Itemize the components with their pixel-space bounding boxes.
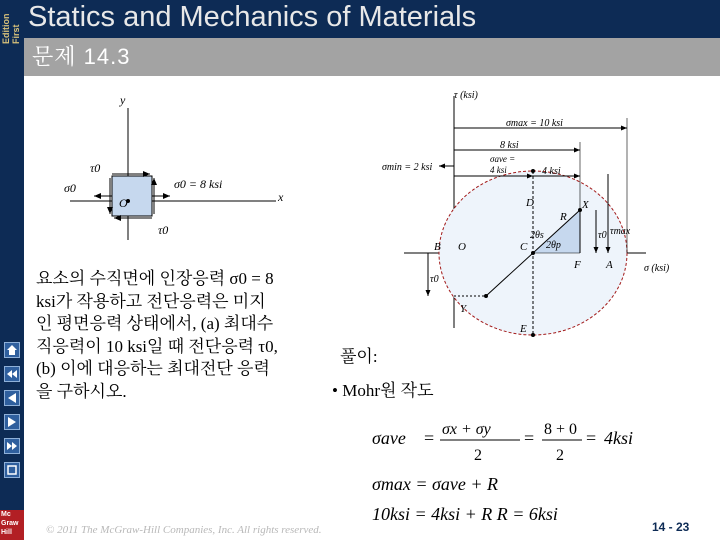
problem-line-2: ksi가 작용하고 전단응력은 미지	[36, 291, 266, 311]
point-e-label: E	[520, 323, 527, 335]
mohr-circle-figure	[370, 88, 710, 338]
point-a-label: A	[606, 259, 613, 271]
page-title: Statics and Mechanics of Materials	[28, 1, 477, 33]
solution-block	[332, 346, 434, 402]
point-d	[531, 169, 535, 173]
exit-icon	[5, 463, 19, 477]
eq1-equals-3: =	[586, 428, 597, 448]
point-y-label: Y	[460, 303, 467, 315]
eq1-numerator-1: σx + σy	[442, 421, 491, 438]
y-axis-label: y	[120, 93, 126, 107]
tau-axis-label: τ (ksi)	[454, 90, 478, 101]
sigma-ave-label-line1: σave =	[490, 154, 516, 164]
arrow-left-icon	[5, 391, 19, 405]
arrow-right-icon	[5, 415, 19, 429]
next-slide-button[interactable]	[4, 414, 20, 430]
problem-line-1: 요소의 수직면에 인장응력 σ0 = 8	[36, 269, 274, 288]
edition-line1: First	[11, 24, 21, 44]
eq1-denominator-1: 2	[474, 447, 482, 464]
page-number: 14 - 23	[652, 520, 690, 534]
sigma-left-label: σ0	[64, 181, 76, 195]
home-icon	[5, 343, 19, 357]
point-r-label: R	[560, 211, 567, 223]
previous-section-button[interactable]	[4, 366, 20, 382]
double-arrow-left-icon	[5, 367, 19, 381]
tau0-left-label: τ0	[430, 274, 439, 285]
logo-line1: Mc	[1, 511, 11, 518]
equations	[368, 418, 668, 528]
point-b-label: B	[434, 241, 441, 253]
sigma-min-label: σmin = 2 ksi	[382, 162, 433, 173]
four-ksi-label: 4 ksi	[542, 166, 561, 177]
sigma-right-label: σ0 = 8 ksi	[174, 177, 223, 191]
point-y	[484, 294, 488, 298]
tau-bottom-label: τ0	[158, 223, 169, 237]
eq3: 10ksi = 4ksi + R R = 6ksi	[372, 504, 558, 524]
point-f-label: F	[574, 259, 581, 271]
stress-element-figure	[40, 90, 300, 240]
point-c-label: C	[520, 241, 528, 253]
sigma-axis-label: σ (ksi)	[644, 263, 670, 274]
eq1-equals-1: =	[424, 428, 435, 448]
problem-statement	[36, 268, 336, 403]
previous-slide-button[interactable]	[4, 390, 20, 406]
x-axis-label: x	[278, 190, 284, 204]
problem-line-4: 직응력이 10 ksi일 때 전단응력 τ0,	[36, 336, 278, 356]
point-o-label: O	[458, 241, 466, 253]
mcgraw-hill-logo	[0, 510, 24, 540]
home-button[interactable]	[4, 342, 20, 358]
eq1-numerator-2: 8 + 0	[544, 421, 578, 438]
exit-button[interactable]	[4, 462, 20, 478]
two-theta-p-label: 2θp	[546, 240, 561, 251]
two-theta-s-label: 2θs	[530, 230, 544, 241]
solution-heading: 풀이:	[340, 347, 378, 366]
solution-bullet: • Mohr원 작도	[332, 381, 434, 400]
stress-element-square	[112, 176, 152, 216]
double-arrow-right-icon	[5, 439, 19, 453]
copyright-notice: © 2011 The McGraw-Hill Companies, Inc. All rights reserved.	[46, 524, 322, 536]
problem-line-6: 을 구하시오.	[36, 381, 127, 401]
logo-line3: Hill	[1, 529, 12, 536]
problem-line-3: 인 평면응력 상태에서, (a) 최대수	[36, 314, 274, 333]
tau-max-label: τmax	[610, 226, 631, 237]
sidebar	[0, 0, 24, 540]
point-e	[531, 333, 535, 337]
eq2: σmax = σave + R	[372, 474, 499, 494]
point-c	[531, 251, 535, 255]
eq1-lhs: σave	[372, 428, 406, 448]
edition-label	[0, 0, 24, 44]
eq1-rhs: 4ksi	[604, 428, 633, 448]
tau-top-label: τ0	[90, 161, 101, 175]
problem-number: 문제 14.3	[32, 44, 131, 69]
sigma-ave-label-line2: 4 ksi	[490, 165, 507, 175]
point-d-label: D	[526, 197, 534, 209]
logo-line2: Graw	[1, 520, 19, 527]
point-x-label: X	[582, 199, 589, 211]
eq1-denominator-2: 2	[556, 447, 564, 464]
problem-line-5: (b) 이에 대응하는 최대전단 응력	[36, 359, 270, 378]
origin-label: O	[119, 196, 128, 210]
eq1-equals-2: =	[524, 428, 535, 448]
tau0-right-label: τ0	[598, 230, 607, 241]
eight-ksi-label: 8 ksi	[500, 140, 519, 151]
next-section-button[interactable]	[4, 438, 20, 454]
edition-line2: Edition	[1, 13, 11, 44]
sigma-max-label: σmax = 10 ksi	[506, 118, 563, 129]
